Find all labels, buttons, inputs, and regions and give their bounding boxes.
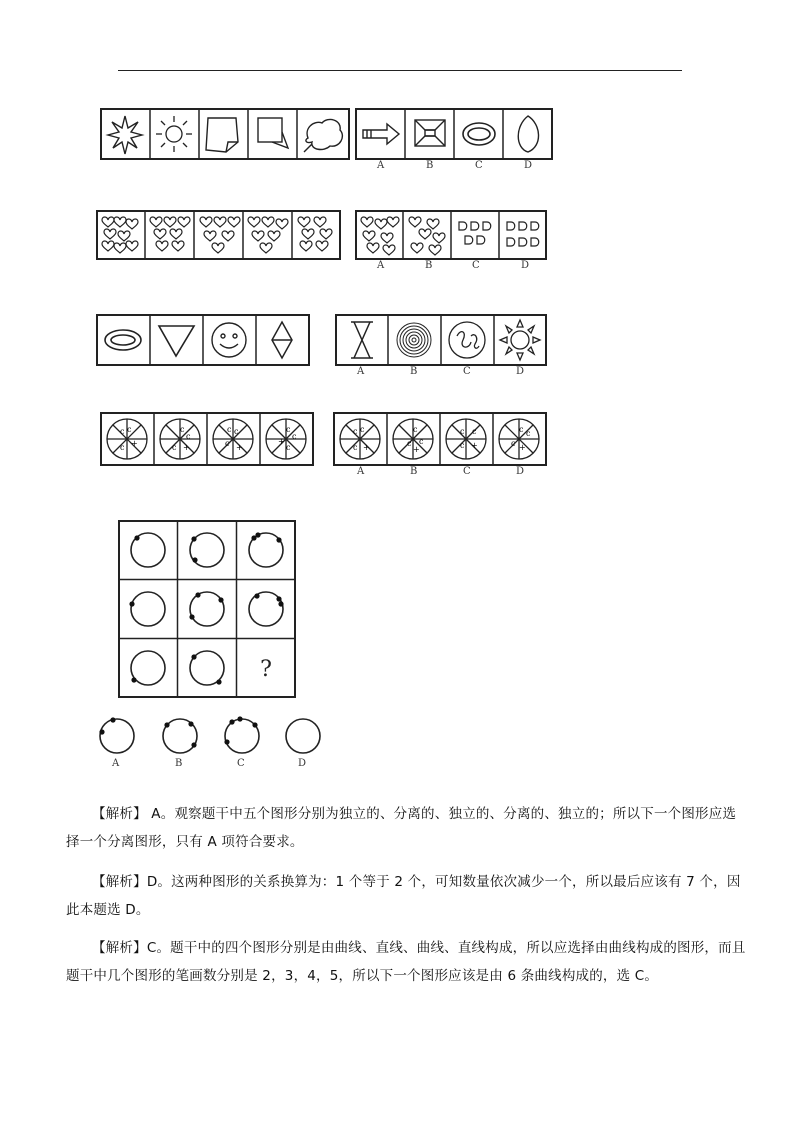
option-a-label: A	[112, 758, 120, 769]
option-d-label: D	[516, 366, 525, 377]
wheel-option-c	[446, 419, 486, 459]
explanation-2	[66, 868, 746, 924]
hearts-group-5	[298, 217, 332, 251]
hourglass-icon	[351, 322, 373, 358]
svg-text:+: +	[131, 439, 138, 448]
q3-option-figures	[335, 314, 547, 366]
svg-text:+: +	[471, 441, 478, 450]
header-rule	[118, 70, 682, 71]
option-a-label: A	[377, 160, 385, 171]
svg-text:+: +	[413, 445, 420, 454]
option-a-label: A	[377, 260, 385, 271]
scribble-circle-icon	[449, 322, 485, 358]
svg-text:c: c	[407, 439, 412, 448]
svg-text:+: +	[236, 443, 243, 452]
explanation-tag: 【解析】	[92, 940, 147, 956]
q2-option-figures	[355, 210, 547, 260]
svg-text:c: c	[172, 443, 177, 452]
square-corner-icon	[258, 118, 288, 148]
option-c-label: C	[463, 366, 471, 377]
svg-text:c: c	[511, 439, 516, 448]
q1-option-letters	[355, 160, 553, 174]
svg-text:c: c	[360, 425, 365, 434]
option-b-label: B	[426, 160, 434, 171]
option-a-label: A	[357, 366, 365, 377]
svg-text:c: c	[234, 427, 239, 436]
svg-text:c: c	[413, 425, 418, 434]
svg-text:c: c	[460, 427, 465, 436]
svg-text:c: c	[127, 425, 132, 434]
svg-text:c: c	[120, 443, 125, 452]
explanation-text: C。题干中的四个图形分别是由曲线、直线、曲线、直线构成，所以应选择由曲线构成的图形，而且题干中几个图形的笔画数分别是 2，3，4，5，所以下一个图形应该是由 6 条曲线构成的，选 C。	[66, 940, 746, 984]
sun-icon	[500, 320, 540, 360]
envelope-icon	[415, 120, 445, 146]
svg-text:c: c	[472, 427, 477, 436]
svg-text:c: c	[353, 443, 358, 452]
option-c-label: C	[237, 758, 245, 769]
starburst-icon	[108, 116, 142, 154]
svg-text:c: c	[460, 441, 465, 450]
q3-option-letters	[335, 366, 547, 380]
svg-text:+: +	[183, 443, 190, 452]
q1-option-figures	[355, 108, 553, 160]
question-mark: ?	[260, 657, 272, 682]
wheel-2	[160, 419, 200, 459]
q2-stem-figures	[96, 210, 341, 260]
q3-stem-figures	[96, 314, 310, 366]
wheel-4	[266, 419, 306, 459]
hearts-group-4	[248, 217, 288, 253]
arrow-icon	[363, 124, 399, 144]
svg-text:c: c	[353, 427, 358, 436]
wheel-option-d	[499, 419, 539, 459]
q4-option-figures	[333, 412, 547, 466]
sun-icon	[156, 116, 192, 152]
q5-grid	[118, 520, 296, 698]
option-b-label: B	[175, 758, 183, 769]
hearts-group-3	[200, 217, 240, 253]
svg-text:c: c	[227, 425, 232, 434]
explanation-tag: 【解析】	[92, 806, 147, 822]
explanation-text: D。这两种图形的关系换算为：1 个等于 2 个，可知数量依次减少一个，所以最后应该有 7 个，因此本题选 D。	[66, 874, 741, 918]
svg-text:+: +	[519, 443, 526, 452]
svg-text:c: c	[526, 429, 531, 438]
ring-ellipse-icon	[463, 123, 495, 145]
option-d-label: D	[298, 758, 307, 769]
svg-text:c: c	[286, 425, 291, 434]
cloud-blob-icon	[304, 119, 342, 152]
explanation-tag: 【解析】	[92, 874, 147, 890]
option-c-label: C	[463, 466, 471, 477]
folded-page-icon	[206, 118, 238, 152]
explanation-1	[66, 800, 746, 856]
svg-text:c: c	[186, 432, 191, 441]
q4-stem-figures	[100, 412, 314, 466]
wheel-1	[107, 419, 147, 459]
option-c-label: C	[475, 160, 483, 171]
svg-text:c: c	[180, 425, 185, 434]
down-triangle-icon	[159, 326, 194, 356]
svg-text:c: c	[286, 443, 291, 452]
option-a-label: A	[357, 466, 365, 477]
wheel-option-a	[340, 419, 380, 459]
concentric-circles-icon	[397, 323, 431, 357]
option-c-label: C	[472, 260, 480, 271]
option-d-label: D	[524, 160, 533, 171]
svg-text:c: c	[419, 437, 424, 446]
option-b-label: B	[410, 366, 418, 377]
option-b-label: B	[425, 260, 433, 271]
q5-option-letters	[95, 758, 327, 772]
q1-stem-figures	[100, 108, 350, 160]
svg-text:+: +	[363, 443, 370, 452]
option-d-label: D	[521, 260, 530, 271]
svg-text:c: c	[292, 432, 297, 441]
explanation-text: A。观察题干中五个图形分别为独立的、分离的、独立的、分离的、独立的；所以下一个图形应选择一个分离图形，只有 A 项符合要求。	[66, 806, 737, 850]
hearts-group-1	[102, 217, 138, 253]
svg-text:+: +	[278, 437, 285, 446]
wheel-option-b	[393, 419, 433, 459]
explanation-3	[66, 934, 746, 990]
svg-text:c: c	[120, 427, 125, 436]
double-ellipse-icon	[105, 330, 141, 350]
diamond-icon	[272, 322, 292, 358]
smiley-icon	[212, 323, 246, 357]
q4-option-letters	[333, 466, 547, 480]
egg-leaf-icon	[518, 116, 538, 152]
q5-options	[95, 712, 327, 758]
option-d-label: D	[516, 466, 525, 477]
hearts-group-2	[150, 217, 190, 251]
svg-text:c: c	[225, 439, 230, 448]
svg-text:c: c	[519, 425, 524, 434]
option-b-label: B	[410, 466, 418, 477]
q2-option-letters	[355, 260, 547, 274]
wheel-3	[213, 419, 253, 459]
